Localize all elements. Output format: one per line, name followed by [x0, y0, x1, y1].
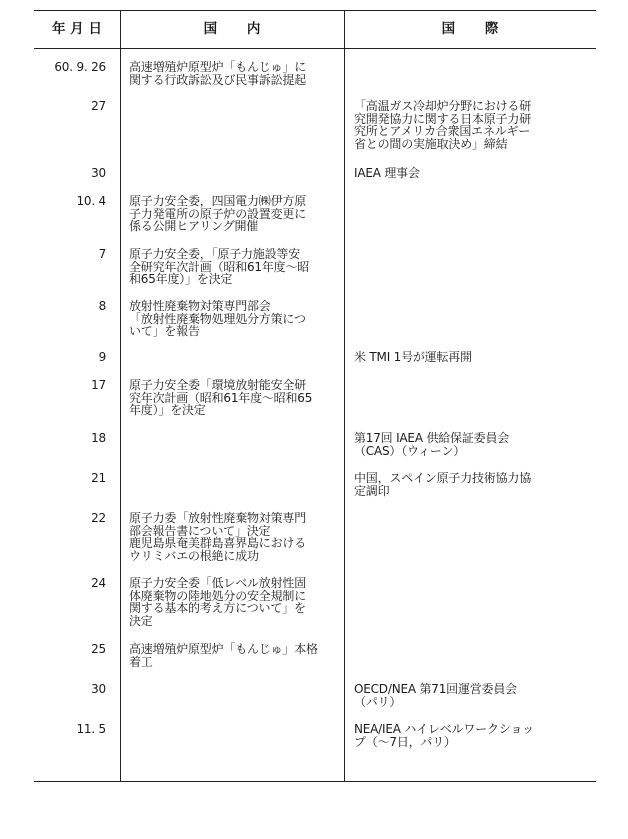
row-date: 30 — [91, 682, 106, 696]
row-domestic: 原子力安全委，「原子力施設等安 全研究年次計画（昭和61年度～昭 和65年度）」を決定 — [129, 247, 310, 287]
row-domestic: 原子力安全委「低レベル放射性固 体廃棄物の陸地処分の安全規制に 関する基本的考え方について」を 決定 — [129, 576, 307, 628]
row-date: 17 — [91, 378, 106, 392]
header-domestic: 国内 — [203, 21, 291, 37]
chronology-table — [34, 10, 596, 782]
row-date: 11. 5 — [76, 722, 106, 736]
row-international: 米 TMI 1号が運転再開 — [354, 350, 472, 364]
table-bottom-border — [34, 781, 596, 782]
row-date: 24 — [91, 576, 106, 590]
column-divider-domestic — [344, 10, 345, 782]
row-international: 第17回 IAEA 供給保証委員会 （CAS）（ウィーン） — [354, 431, 510, 458]
row-date: 25 — [91, 642, 106, 656]
row-international: OECD/NEA 第71回運営委員会 （パリ） — [354, 682, 517, 709]
column-divider-date — [120, 10, 121, 782]
header-divider — [34, 48, 596, 49]
row-date: 30 — [91, 166, 106, 180]
row-domestic: 放射性廃棄物対策専門部会 「放射性廃棄物処理処分方策につ いて」を報告 — [129, 299, 306, 339]
row-date: 9 — [98, 350, 106, 364]
row-date: 10. 4 — [76, 194, 106, 208]
header-international: 国際 — [441, 21, 529, 37]
row-domestic: 原子力安全委「環境放射能安全研 究年次計画（昭和61年度～昭和65 年度）」を決定 — [129, 378, 313, 418]
row-international: 中国，スペイン原子力技術協力協 定調印 — [354, 471, 532, 498]
row-date: 22 — [91, 511, 106, 525]
row-date: 21 — [91, 471, 106, 485]
row-domestic: 高速増殖炉原型炉「もんじゅ」に 関する行政訴訟及び民事訴訟提起 — [129, 60, 307, 87]
row-date: 7 — [98, 247, 106, 261]
row-domestic: 原子力安全委，四国電力㈱伊方原 子力発電所の原子炉の設置変更に 係る公開ヒアリング開催 — [129, 194, 307, 234]
row-international: IAEA 理事会 — [354, 166, 420, 180]
row-date: 18 — [91, 431, 106, 445]
row-date: 8 — [98, 299, 106, 313]
row-date: 60. 9. 26 — [54, 60, 106, 74]
row-international: NEA/IEA ハイレベルワークショッ プ（～7日，パリ） — [354, 722, 534, 749]
row-domestic: 原子力委「放射性廃棄物対策専門 部会報告書について」決定 鹿児島県奄美群島喜界島における ウリミバエの根絶に成功 — [129, 511, 307, 563]
row-international: 「高温ガス冷却炉分野における研 究開発協力に関する日本原子力研 究所とアメリカ合衆国エネルギー 省との間の実施取決め」締結 — [354, 99, 532, 151]
row-date: 27 — [91, 99, 106, 113]
header-date: 年 月 日 — [52, 21, 102, 37]
row-domestic: 高速増殖炉原型炉「もんじゅ」本格 着工 — [129, 642, 318, 669]
